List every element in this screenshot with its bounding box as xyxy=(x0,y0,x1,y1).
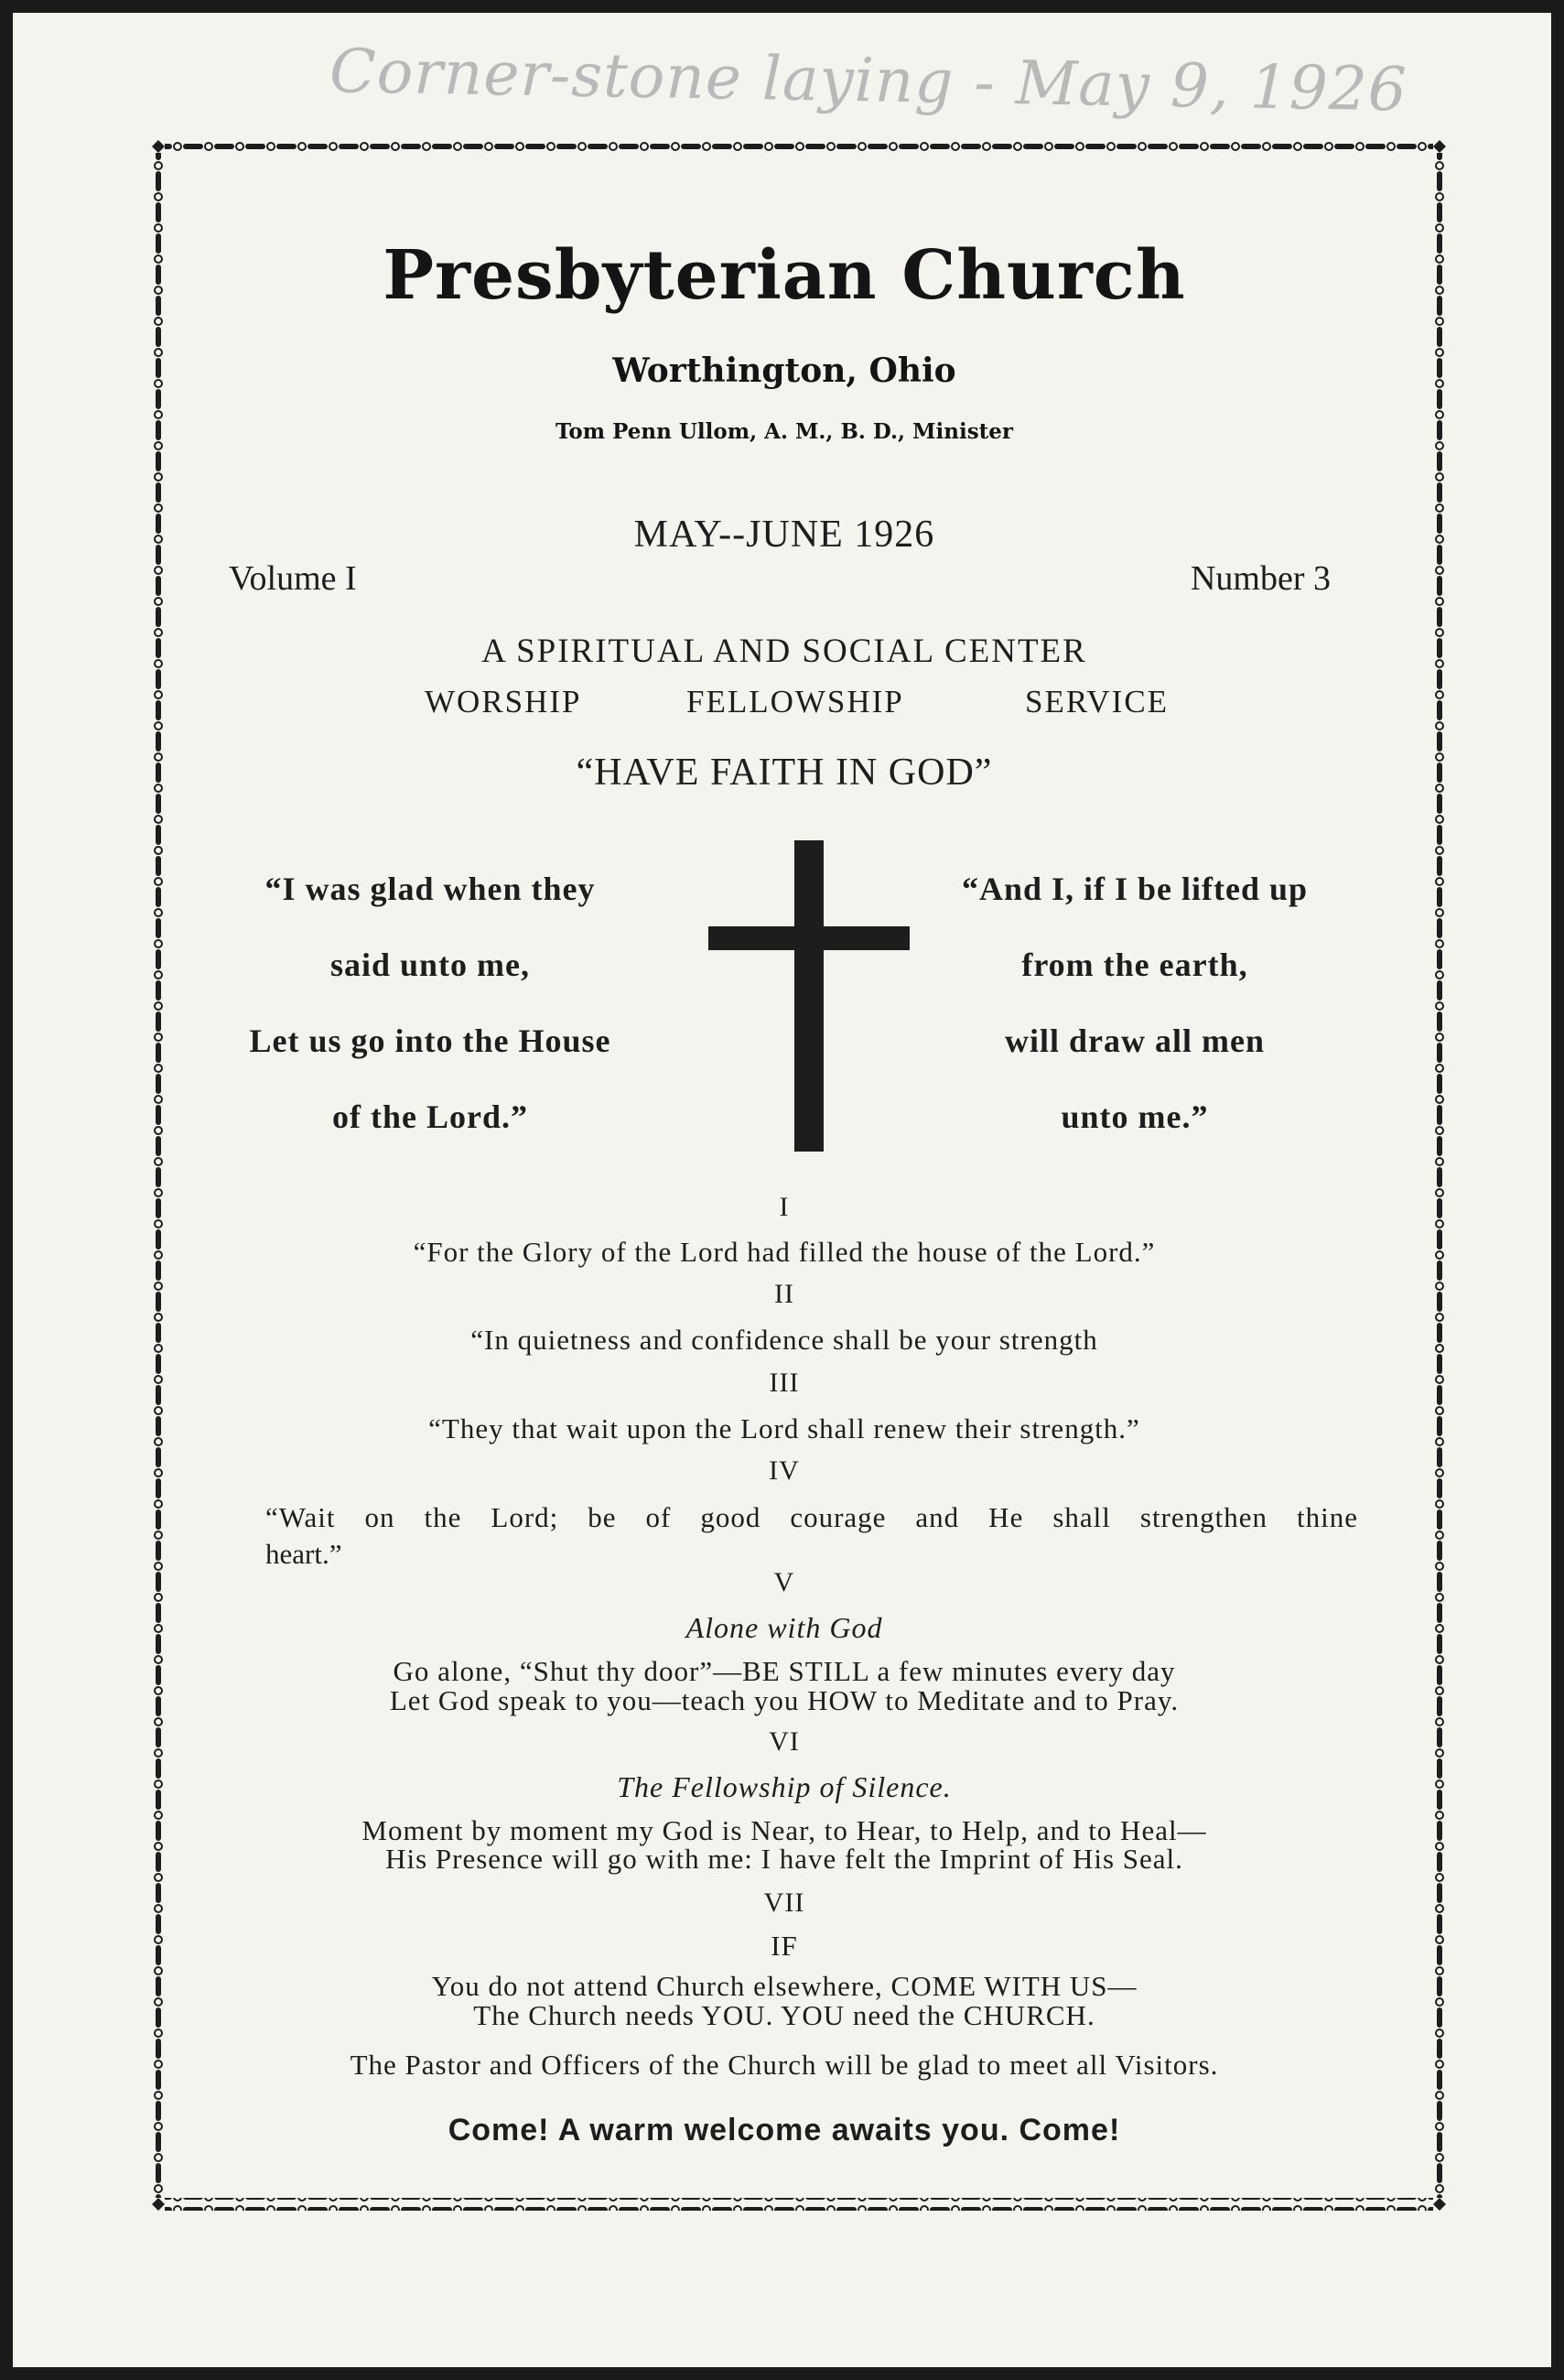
section-numeral: V xyxy=(773,1567,795,1597)
church-location: Worthington, Ohio xyxy=(612,352,956,390)
quote-left-line: “I was glad when they xyxy=(264,871,596,907)
quote-right xyxy=(924,851,1345,1155)
section-numeral: VII xyxy=(763,1888,805,1918)
quote-right-line: unto me.” xyxy=(1061,1098,1209,1135)
section-numeral: I xyxy=(779,1192,790,1222)
quote-left-line: said unto me, xyxy=(329,947,531,983)
motto-line: A SPIRITUAL AND SOCIAL CENTER xyxy=(481,633,1087,670)
section-text: Let God speak to you—teach you HOW to Meditate and to Pray. xyxy=(389,1684,1180,1716)
motto-word-service: SERVICE xyxy=(1025,684,1170,719)
handwritten-note: Corner-stone laying - May 9, 1926 xyxy=(329,36,1408,125)
section-text: His Presence will go with me: I have felt the Imprint of His Seal. xyxy=(385,1843,1183,1875)
section-text: heart.” xyxy=(265,1538,342,1570)
section-text: You do not attend Church elsewhere, COME WITH US— xyxy=(431,1970,1138,2002)
issue-number: Number 3 xyxy=(1190,559,1331,598)
quote-left-line: Let us go into the House xyxy=(249,1022,611,1059)
section-numeral: II xyxy=(774,1279,794,1309)
section-heading: Alone with God xyxy=(685,1611,883,1644)
section-numeral: III xyxy=(769,1368,800,1398)
minister-name: Tom Penn Ullom, A. M., B. D., Minister xyxy=(555,419,1014,444)
issue-date: MAY--JUNE 1926 xyxy=(633,514,935,556)
section-numeral: IV xyxy=(769,1455,800,1486)
section-heading: The Fellowship of Silence. xyxy=(617,1770,952,1803)
bulletin-content xyxy=(156,0,1413,2380)
welcome-line: Come! A warm welcome awaits you. Come! xyxy=(448,2113,1121,2147)
quote-right-line: “And I, if I be lifted up xyxy=(961,871,1309,907)
section-heading: IF xyxy=(771,1930,798,1962)
quote-left xyxy=(220,851,641,1155)
quote-right-line: from the earth, xyxy=(1021,947,1248,983)
faith-motto: “HAVE FAITH IN GOD” xyxy=(576,752,993,794)
section-numeral: VI xyxy=(769,1726,800,1757)
section-text: Go alone, “Shut thy door”—BE STILL a few minutes every day xyxy=(393,1655,1176,1687)
section-text: Moment by moment my God is Near, to Hear, to Help, and to Heal— xyxy=(361,1814,1207,1846)
motto-words xyxy=(156,684,1413,730)
quote-right-line: will draw all men xyxy=(1005,1022,1265,1059)
church-title: Presbyterian Church xyxy=(383,236,1186,315)
quote-left-line: of the Lord.” xyxy=(332,1098,528,1135)
issue-volume: Volume I xyxy=(229,559,357,598)
section-text: “For the Glory of the Lord had filled the house of the Lord.” xyxy=(413,1236,1156,1268)
section-text: “In quietness and confidence shall be your strength xyxy=(470,1324,1098,1356)
motto-word-worship: WORSHIP xyxy=(425,684,582,719)
cross-icon xyxy=(708,840,910,1156)
section-text: “They that wait upon the Lord shall renew their strength.” xyxy=(428,1412,1140,1444)
visitors-note: The Pastor and Officers of the Church will be glad to meet all Visitors. xyxy=(350,2049,1219,2081)
section-text: The Church needs YOU. YOU need the CHURCH. xyxy=(473,1999,1095,2031)
motto-word-fellowship: FELLOWSHIP xyxy=(686,684,904,719)
section-text: “Wait on the Lord; be of good courage and He shall strengthen thine xyxy=(265,1501,1358,1533)
